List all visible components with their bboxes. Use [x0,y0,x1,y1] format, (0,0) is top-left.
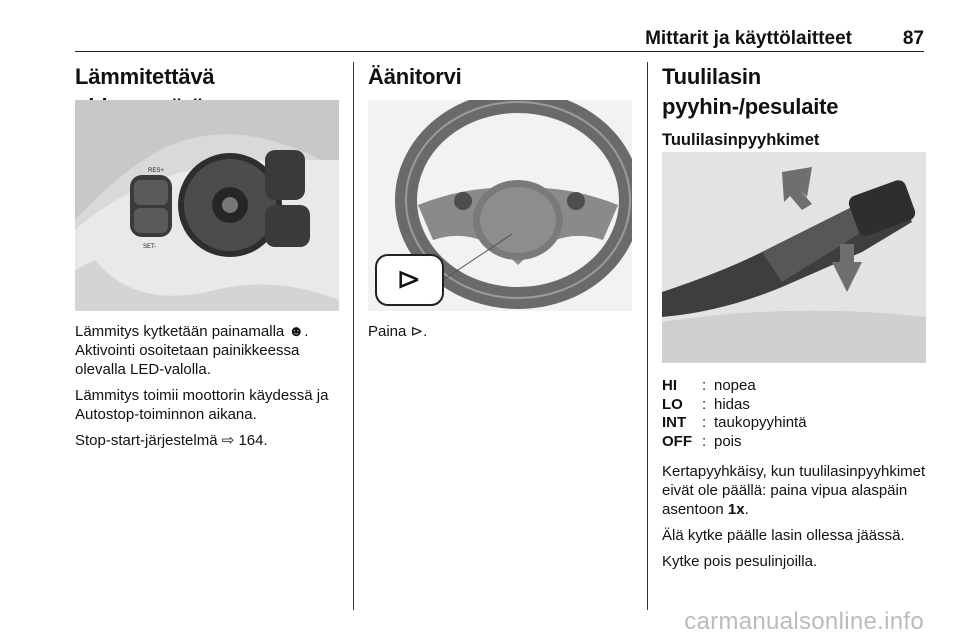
position-value: pois [714,432,742,450]
horn-section [368,62,632,92]
list-item [662,377,807,396]
position-separator: : [702,432,707,450]
set-label: SET- [143,244,157,250]
position-key: LO [662,395,683,413]
column-divider [647,62,648,610]
wiper-stalk-illustration [662,152,926,363]
position-separator: : [702,395,707,413]
position-value: taukopyyhintä [714,414,807,431]
heated-steering-wheel-body [75,322,339,457]
list-item [662,414,807,433]
wiper-positions-list [662,377,807,451]
position-key: HI [662,377,677,394]
heated-wheel-operation: Lämmitys toimii moottorin käydessä ja Autostop-toiminnon aikana. [75,387,329,423]
wiper-body [662,462,926,578]
steering-wheel-buttons-figure [75,100,339,311]
heated-wheel-instruction: Lämmitys kytketään painamalla ☻. Aktivointi osoitetaan painikkeessa olevalla LED-valolla. [75,323,309,378]
horn-heading: Äänitorvi [368,64,462,89]
wiper-stalk-figure [662,152,926,363]
single-wipe-end: . [744,501,749,518]
steering-wheel-controls-illustration [75,100,339,311]
horn-figure [368,100,632,311]
position-separator: : [702,377,707,394]
position-key: OFF [662,432,692,450]
horn-body [368,322,632,348]
frozen-glass-warning: Älä kytke päälle lasin ollessa jäässä. [662,527,905,544]
steering-wheel-horn-illustration [368,100,632,311]
page-number: 87 [902,28,924,49]
position-separator: : [702,414,707,431]
wiper-heading: Tuulilasin pyyhin-/pesulaite [662,64,839,119]
stop-start-reference: Stop-start-järjestelmä ⇨ 164. [75,432,268,449]
position-key: INT [662,414,687,431]
car-wash-instruction: Kytke pois pesulinjoilla. [662,553,818,570]
res-label: RES+ [148,168,164,174]
page-header [75,22,924,52]
horn-instruction: Paina ⊳. [368,323,428,340]
watermark: carmanualsonline.info [684,608,924,635]
section-title: Mittarit ja käyttölaitteet [645,28,852,49]
heated-steering-wheel-heading: Lämmitettävä [75,64,215,89]
wiper-subheading: Tuulilasinpyyhkimet [662,131,820,149]
list-item [662,433,807,452]
position-value: nopea [714,377,756,394]
list-item [662,396,807,415]
column-divider [353,62,354,610]
single-wipe-text: Kertapyyhkäisy, kun tuulilasinpyyhkimet eivät ole päällä: paina vipua alaspäin asentoon [662,463,926,518]
single-wipe-position: 1x [727,501,745,518]
position-value: hidas [714,395,750,413]
single-wipe-instruction [662,462,926,519]
horn-icon: ⊳ [396,262,422,297]
